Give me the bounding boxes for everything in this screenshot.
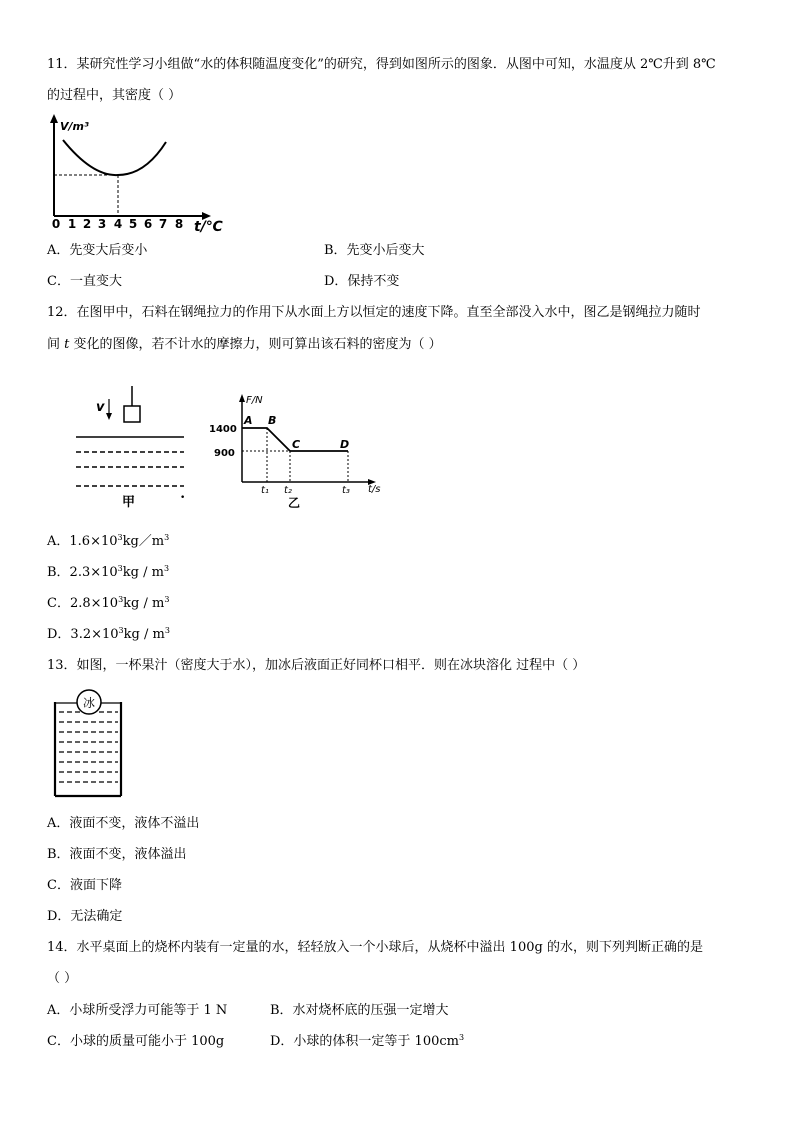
q12-figure-yi-force-time-graph bbox=[204, 390, 388, 512]
q12-option-b[interactable]: B．$2.3\times 10^3kg / m^3$ bbox=[47, 564, 170, 580]
q12-y-tick-900: 900 bbox=[214, 448, 235, 459]
q14-option-c[interactable]: C．小球的质量可能小于 100g bbox=[47, 1034, 225, 1049]
q14-stem-line1: 14．水平桌面上的烧杯内装有一定量的水，轻轻放入一个小球后，从烧杯中溢出 100g 的水，则下列判断正确的是 bbox=[47, 940, 703, 955]
q11-stem-line2: 的过程中，其密度（ ） bbox=[47, 88, 182, 103]
q11-x-axis-label: t/℃ bbox=[194, 219, 223, 234]
svg-text:•: • bbox=[180, 493, 186, 503]
q11-option-c[interactable]: C．一直变大 bbox=[47, 274, 122, 289]
q13-option-a[interactable]: A．液面不变，液体不溢出 bbox=[47, 816, 200, 831]
q11-x-tick-7: 7 bbox=[158, 217, 168, 231]
q11-option-d[interactable]: D．保持不变 bbox=[324, 274, 400, 289]
q12-point-c: C bbox=[292, 438, 301, 451]
q13-ice-label: 冰 bbox=[82, 696, 96, 710]
q12-point-b: B bbox=[268, 414, 277, 427]
q11-option-a[interactable]: A．先变大后变小 bbox=[47, 243, 148, 258]
q11-x-tick-8: 8 bbox=[174, 217, 184, 231]
q12-option-a[interactable]: A．$1.6\times 10^3kg/m^3$ bbox=[47, 533, 170, 549]
q12-x-axis-label: t/s bbox=[368, 484, 381, 495]
q14-stem-line2: （ ） bbox=[47, 971, 78, 986]
q12-x-tick-t1: t₁ bbox=[261, 485, 269, 496]
q12-stem-line2: 间 t 变化的图像，若不计水的摩擦力，则可算出该石料的密度为（ ） bbox=[47, 337, 442, 352]
q12-y-axis-label: F/N bbox=[246, 395, 263, 406]
q12-velocity-label: v bbox=[96, 400, 105, 415]
q11-x-tick-1: 1 bbox=[67, 217, 77, 231]
q12-x-tick-t2: t₂ bbox=[284, 485, 292, 496]
q13-option-c[interactable]: C．液面下降 bbox=[47, 878, 122, 893]
q14-option-b[interactable]: B．水对烧杯底的压强一定增大 bbox=[270, 1003, 449, 1018]
q11-x-tick-0: 0 bbox=[51, 217, 61, 231]
q11-x-tick-5: 5 bbox=[128, 217, 138, 231]
q13-option-d[interactable]: D．无法确定 bbox=[47, 909, 123, 924]
q13-option-b[interactable]: B．液面不变，液体溢出 bbox=[47, 847, 187, 862]
q11-x-tick-4: 4 bbox=[113, 217, 123, 231]
q13-juice-cup-figure bbox=[50, 686, 130, 798]
q13-stem-line1: 13．如图，一杯果汁（密度大于水），加冰后液面正好同杯口相平．则在冰块溶化 过程中（ ） bbox=[47, 658, 586, 673]
q11-x-tick-2: 2 bbox=[82, 217, 92, 231]
q11-y-axis-label: V/m³ bbox=[60, 120, 89, 133]
q12-point-d: D bbox=[340, 438, 350, 451]
q12-option-c[interactable]: C．$2.8\times 10^3kg / m^3$ bbox=[47, 595, 170, 611]
q11-x-tick-6: 6 bbox=[143, 217, 153, 231]
q12-stem-line1: 12．在图甲中，石料在钢绳拉力的作用下从水面上方以恒定的速度下降。直至全部没入水中，图乙是钢绳拉力随时 bbox=[47, 305, 701, 320]
q11-x-tick-3: 3 bbox=[97, 217, 107, 231]
q12-point-a: A bbox=[244, 414, 253, 427]
q11-option-b[interactable]: B．先变小后变大 bbox=[324, 243, 425, 258]
q11-stem-line1: 11．某研究性学习小组做“水的体积随温度变化”的研究，得到如图所示的图象．从图中可知，水温度从 2℃升到 8℃ bbox=[47, 57, 716, 72]
q12-caption-yi: 乙 bbox=[288, 496, 301, 510]
q12-caption-jia: 甲 bbox=[122, 495, 136, 510]
q12-option-d[interactable]: D．$3.2\times 10^3kg / m^3$ bbox=[47, 626, 170, 642]
q12-figure-jia bbox=[70, 382, 200, 512]
q11-volume-temperature-graph bbox=[44, 112, 234, 234]
q12-y-tick-1400: 1400 bbox=[209, 424, 237, 435]
q14-option-d[interactable]: D．小球的体积一定等于 $100cm^3$ bbox=[270, 1033, 465, 1049]
q14-option-a[interactable]: A．小球所受浮力可能等于 1 N bbox=[47, 1003, 228, 1018]
q12-x-tick-t3: t₃ bbox=[342, 485, 350, 496]
